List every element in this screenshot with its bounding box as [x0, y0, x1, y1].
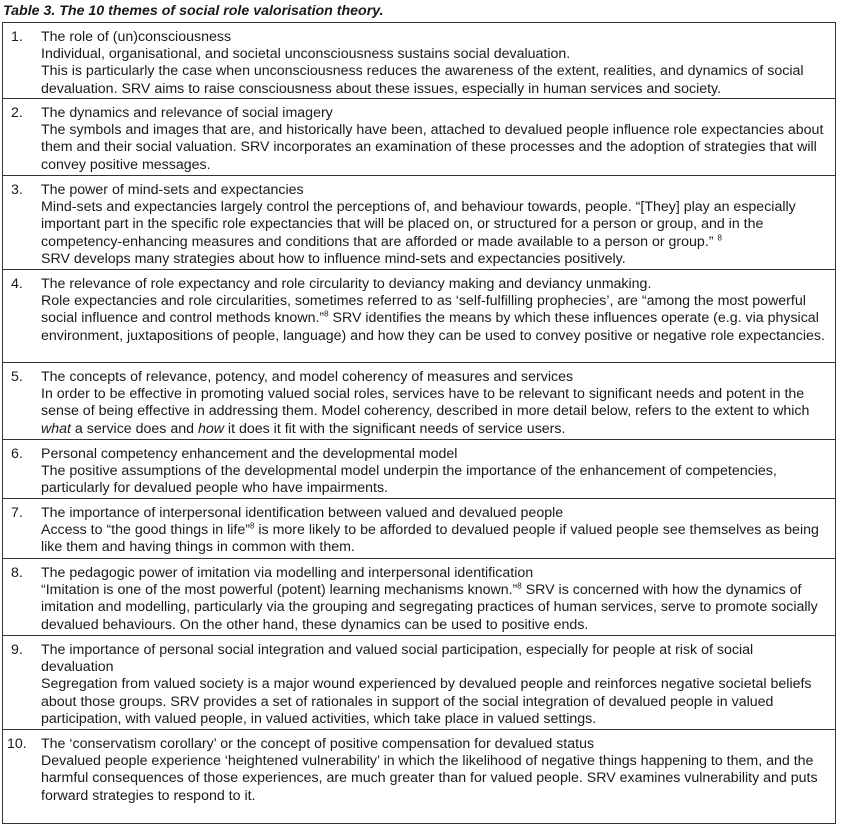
- row-content: [41, 23, 835, 98]
- table-row: [3, 439, 835, 498]
- row-content: [41, 270, 835, 345]
- row-title: The concepts of relevance, potency, and model coherency of measures and services: [41, 369, 574, 385]
- row-content: [41, 559, 835, 634]
- row-body: The symbols and images that are, and historically have been, attached to devalued people influence role expectancies about them and their social valuation. SRV incorporates an examination of these processes and the adoption of strategies that will convey positive messages.: [41, 122, 824, 173]
- row-content: [41, 99, 835, 174]
- table-row: [3, 635, 835, 729]
- row-body: [41, 199, 827, 251]
- row-body: This is particularly the case when unconsciousness reduces the awareness of the extent, realities, and dynamics of social devaluation. SRV aims to raise consciousness about these issues, especially in human services and society.: [41, 63, 804, 97]
- row-body: Devalued people experience ‘heightened vulnerability’ in which the likelihood of negative things happening to them, and the harmful consequences of those experiences, are much greater than for valued people. SRV examines vulnerability and puts forward strategies to respond to it.: [41, 753, 818, 804]
- row-number: 2.: [11, 105, 23, 121]
- row-body: [41, 293, 827, 345]
- row-title: The role of (un)consciousness: [41, 29, 232, 45]
- row-title: Personal competency enhancement and the developmental model: [41, 446, 458, 462]
- row-body-text: SRV identifies the means by which these influences operate (e.g. via physical environment, juxtapositions of people, language) and how they can be used to convey positive or negative role expectancies.: [41, 310, 825, 344]
- row-number: 6.: [11, 446, 23, 462]
- row-number: 5.: [11, 369, 23, 385]
- row-body: Individual, organisational, and societal unconsciousness sustains social devaluation.: [41, 46, 571, 63]
- row-body: The positive assumptions of the developmental model underpin the importance of the enhancement of competencies, particularly for devalued people who have impairments.: [41, 463, 777, 497]
- citation-superscript: 8: [324, 309, 329, 319]
- row-body: [41, 522, 827, 556]
- row-number: 1.: [11, 29, 23, 45]
- table-row: [3, 362, 835, 439]
- row-body: [41, 582, 827, 634]
- row-body: [41, 386, 827, 438]
- themes-table: [2, 22, 836, 824]
- row-title: The importance of personal social integration and valued social participation, especially for people at risk of social devaluation: [41, 642, 754, 676]
- row-number: 4.: [11, 276, 23, 292]
- row-number: 8.: [11, 565, 23, 581]
- row-body-text: In order to be effective in promoting valued social roles, services have to be relevant to significant needs and potent in the sense of being effective in addressing them. Model coherency, described in more detail below, refers to the extent to which: [41, 386, 810, 420]
- row-content: [41, 176, 835, 268]
- row-number: 3.: [11, 182, 23, 198]
- row-body-text: Role expectancies and role circularities, sometimes referred to as ‘self-fulfilling prophecies’, are “among the most powerful social influence and control methods known.”: [41, 293, 806, 327]
- row-content: [41, 636, 835, 728]
- table-row: [3, 558, 835, 635]
- table-caption: Table 3. The 10 themes of social role valorisation theory.: [3, 3, 384, 19]
- table-row: [3, 729, 835, 823]
- row-title: The relevance of role expectancy and role circularity to deviancy making and deviancy unmaking.: [41, 276, 652, 292]
- table-row: [3, 498, 835, 558]
- emphasis-what: what: [41, 420, 71, 437]
- row-title: The ‘conservatism corollary’ or the concept of positive compensation for devalued status: [41, 736, 595, 752]
- row-content: [41, 499, 835, 557]
- row-title: The importance of interpersonal identification between valued and devalued people: [41, 505, 564, 521]
- row-body-text: Mind-sets and expectancies largely control the perceptions of, and behaviour towards, people. “[They] play an especially important part in the specific role expectancies that will be placed on, or structured for a person or group, and in the competency-enhancing measures and conditions that are afforded or made available to a person or group.”: [41, 199, 796, 250]
- row-body-text: SRV is concerned with how the dynamics of imitation and modelling, particularly via the grouping and segregating practices of human services, serve to promote socially devalued behaviours. On the other hand, these dynamics can be used to positive ends.: [41, 582, 818, 633]
- row-content: [41, 730, 835, 805]
- table-row: [3, 269, 835, 362]
- row-body: SRV develops many strategies about how to influence mind-sets and expectancies positively.: [41, 250, 626, 267]
- citation-superscript: 8: [517, 581, 522, 591]
- row-content: [41, 440, 835, 498]
- row-title: The power of mind-sets and expectancies: [41, 182, 304, 198]
- emphasis-how: how: [197, 420, 224, 437]
- row-body: Segregation from valued society is a major wound experienced by devalued people and reinforces negative societal beliefs about those groups. SRV provides a set of rationales in support of the social integration of devalued people in valued participation, with valued people, in valued activities, which take place in valued settings.: [41, 676, 812, 727]
- row-body-text: “Imitation is one of the most powerful (potent) learning mechanisms known.”: [41, 582, 518, 599]
- table-row: [3, 175, 835, 269]
- row-title: The dynamics and relevance of social imagery: [41, 105, 333, 121]
- row-body-text: it does it fit with the significant needs of service users.: [223, 420, 566, 437]
- row-body-text: Access to “the good things in life”: [41, 522, 250, 539]
- table-row: [3, 23, 835, 98]
- row-body-text: a service does and: [70, 420, 198, 437]
- row-content: [41, 363, 835, 438]
- citation-superscript: 8: [249, 521, 255, 531]
- row-body-text: is more likely to be afforded to devalued people if valued people see themselves as being like them and having things in common with them.: [41, 522, 819, 556]
- citation-superscript: 8: [717, 232, 722, 242]
- row-number: 10.: [7, 736, 27, 752]
- row-number: 9.: [11, 642, 23, 658]
- table-row: [3, 98, 835, 175]
- row-number: 7.: [11, 505, 23, 521]
- row-title: The pedagogic power of imitation via modelling and interpersonal identification: [41, 565, 534, 581]
